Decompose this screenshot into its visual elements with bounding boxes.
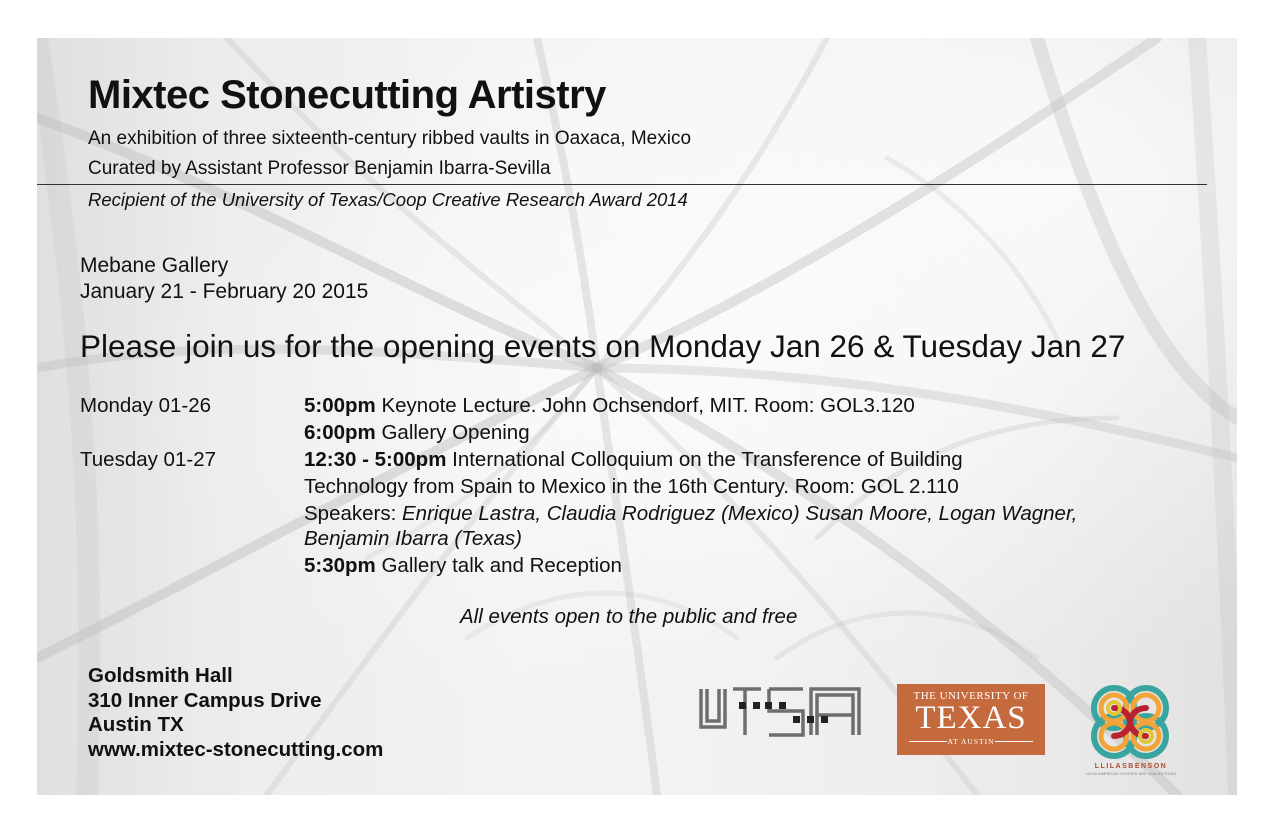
exhibition-subtitle: An exhibition of three sixteenth-century ribbed vaults in Oaxaca, Mexico: [88, 128, 692, 149]
exhibition-card: [37, 38, 1237, 795]
event-time: 5:30pm: [304, 554, 376, 577]
invitation-heading: Please join us for the opening events on Monday Jan 26 & Tuesday Jan 27: [80, 328, 1126, 364]
ut-austin-logo: [897, 684, 1045, 755]
event-description: Gallery talk and Reception: [375, 554, 622, 577]
address-street: 310 Inner Campus Drive: [88, 689, 322, 712]
speakers-names-continued: Benjamin Ibarra (Texas): [304, 527, 523, 550]
speakers-line: [304, 502, 1077, 526]
exhibition-dates: January 21 - February 20 2015: [80, 280, 369, 303]
schedule-event: [304, 448, 963, 472]
llilas-wordmark: LLILASBENSON: [1094, 763, 1168, 770]
schedule-event: [304, 421, 530, 445]
speakers-label: Speakers:: [304, 502, 402, 525]
llilas-tagline: LATIN AMERICAN STUDIES AND COLLECTIONS: [1085, 772, 1177, 776]
event-time: 5:00pm: [304, 394, 376, 417]
ut-logo-rule-right: [995, 741, 1033, 742]
speakers-names: Enrique Lastra, Claudia Rodriguez (Mexico) Susan Moore, Logan Wagner,: [402, 502, 1078, 525]
event-description: Keynote Lecture. John Ochsendorf, MIT. Room: GOL3.120: [375, 394, 915, 417]
address-city: Austin TX: [88, 713, 184, 736]
header-divider: [37, 184, 1207, 185]
ut-logo-line3: AT AUSTIN: [947, 737, 995, 746]
schedule-day-monday: Monday 01-26: [80, 394, 212, 417]
curator-line: Curated by Assistant Professor Benjamin Ibarra-Sevilla: [88, 158, 551, 179]
event-description-continued: Technology from Spain to Mexico in the 16th Century. Room: GOL 2.110: [304, 475, 959, 498]
utsa-logo-icon: [699, 683, 863, 743]
venue-name: Mebane Gallery: [80, 254, 229, 277]
event-time: 12:30 - 5:00pm: [304, 448, 447, 471]
event-description: Gallery Opening: [375, 421, 530, 444]
schedule-event: [304, 394, 915, 418]
ut-logo-wordmark: TEXAS: [915, 700, 1027, 736]
ut-logo-line1: THE UNIVERSITY OF: [913, 690, 1029, 702]
website-link[interactable]: www.mixtec-stonecutting.com: [88, 738, 384, 761]
event-description: International Colloquium on the Transference of Building: [446, 448, 963, 471]
award-line: Recipient of the University of Texas/Coop Creative Research Award 2014: [88, 189, 688, 210]
address-building: Goldsmith Hall: [88, 664, 233, 687]
llilas-benson-logo-icon: [1084, 678, 1178, 775]
exhibition-title: Mixtec Stonecutting Artistry: [88, 73, 606, 117]
event-time: 6:00pm: [304, 421, 376, 444]
public-note: All events open to the public and free: [460, 605, 798, 628]
schedule-event: [304, 554, 622, 578]
schedule-day-tuesday: Tuesday 01-27: [80, 448, 216, 471]
